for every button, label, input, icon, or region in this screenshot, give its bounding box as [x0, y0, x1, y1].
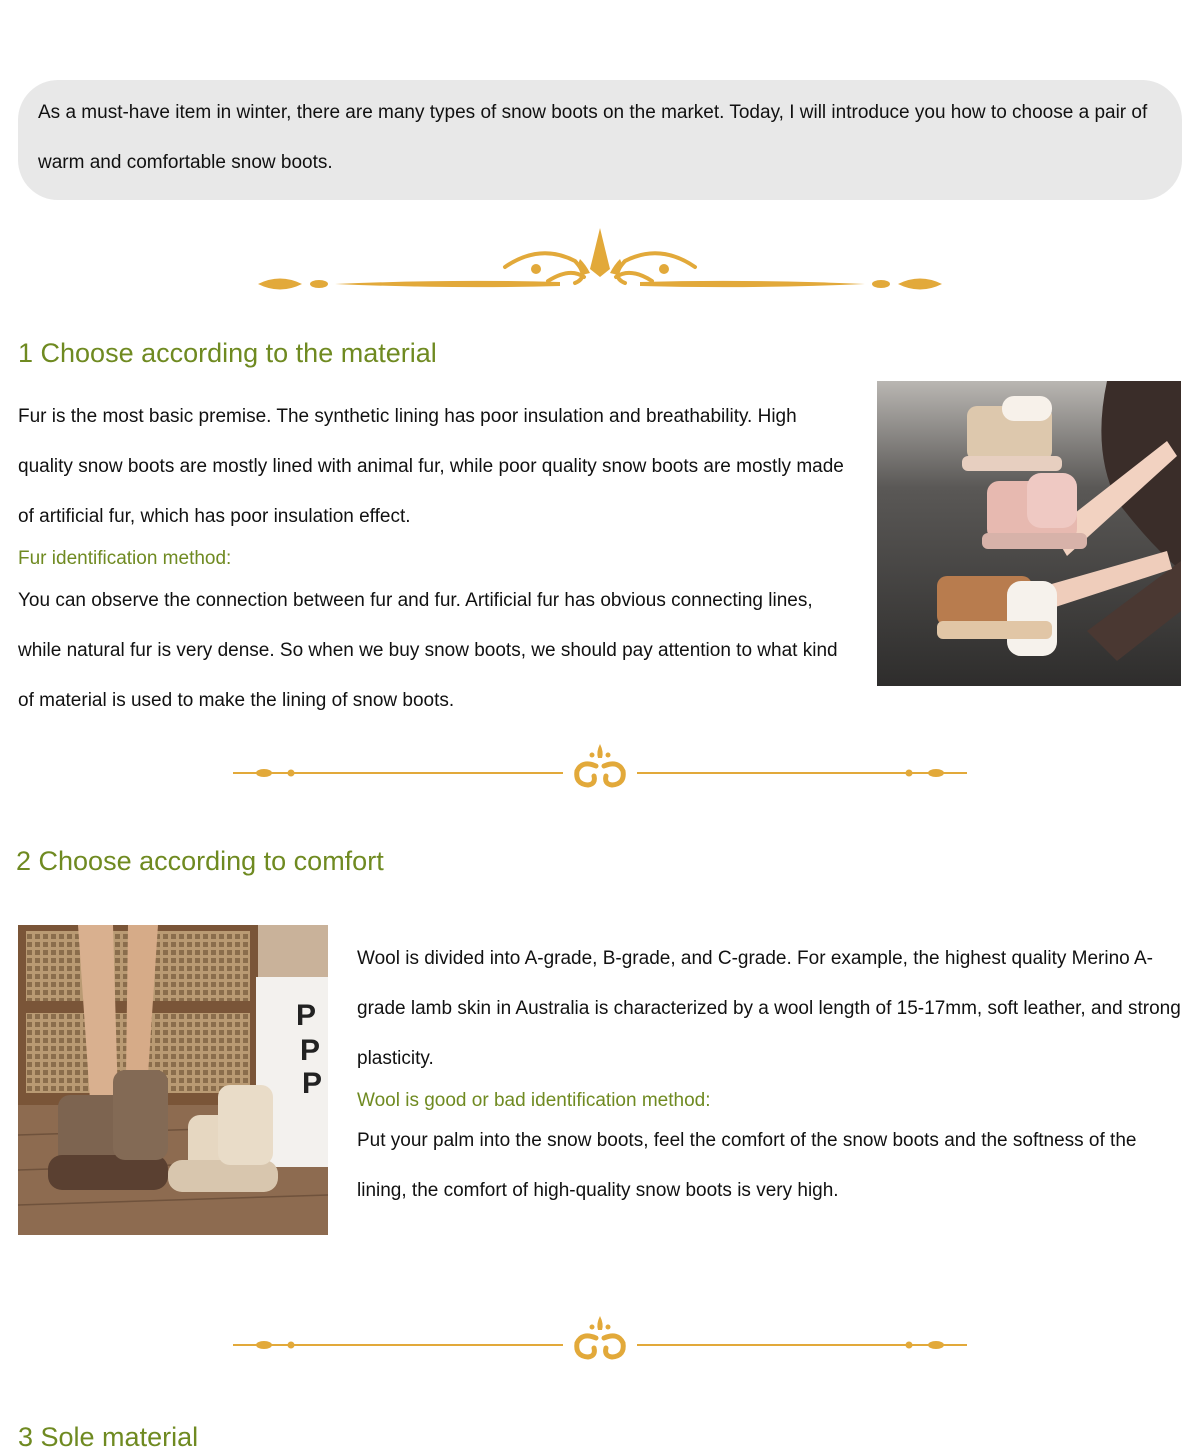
section-3-title: 3 Sole material: [18, 1422, 199, 1452]
intro-text: As a must-have item in winter, there are many types of snow boots on the market. Today, I will introduce you how to choose a pair of warm and comfortable snow boots.: [38, 102, 1148, 173]
divider-ornament-2: [230, 1312, 970, 1364]
section-2-paragraph-1: Wool is divided into A-grade, B-grade, and C-grade. For example, the highest quality Merino A-grade lamb skin in Australia is characterized by a wool length of 15-17mm, soft leather, and strong plasticity.: [357, 948, 1181, 1069]
svg-text:P: P: [300, 1034, 321, 1067]
section-2-paragraph-2: Put your palm into the snow boots, feel the comfort of the snow boots and the softness of the lining, the comfort of high-quality snow boots is very high.: [357, 1130, 1137, 1201]
section-2-body: [357, 934, 1187, 1216]
section-1-title: 1 Choose according to the material: [18, 338, 437, 368]
section-1-subheading: Fur identification method:: [18, 548, 232, 569]
svg-text:P: P: [302, 1067, 323, 1100]
section-1-paragraph-1: Fur is the most basic premise. The synthetic lining has poor insulation and breathability. High quality snow boots are mostly lined with animal fur, while poor quality snow boots are mostly made of artificial fur, which has poor insulation effect.: [18, 406, 844, 527]
crown-ornament: [250, 225, 950, 297]
section-2-title: 2 Choose according to comfort: [16, 846, 384, 876]
divider-ornament-1: [230, 740, 970, 792]
section-1-paragraph-2: You can observe the connection between fur and fur. Artificial fur has obvious connecting lines, while natural fur is very dense. So when we buy snow boots, we should pay attention to what kind of material is used to make the lining of snow boots.: [18, 590, 838, 711]
section-2-subheading: Wool is good or bad identification method:: [357, 1090, 711, 1111]
section-1-body: [18, 392, 853, 726]
snow-boots-photo-2: [18, 925, 328, 1235]
intro-box: [18, 80, 1182, 200]
snow-boots-photo-1: [877, 381, 1181, 686]
svg-text:P: P: [296, 999, 317, 1032]
